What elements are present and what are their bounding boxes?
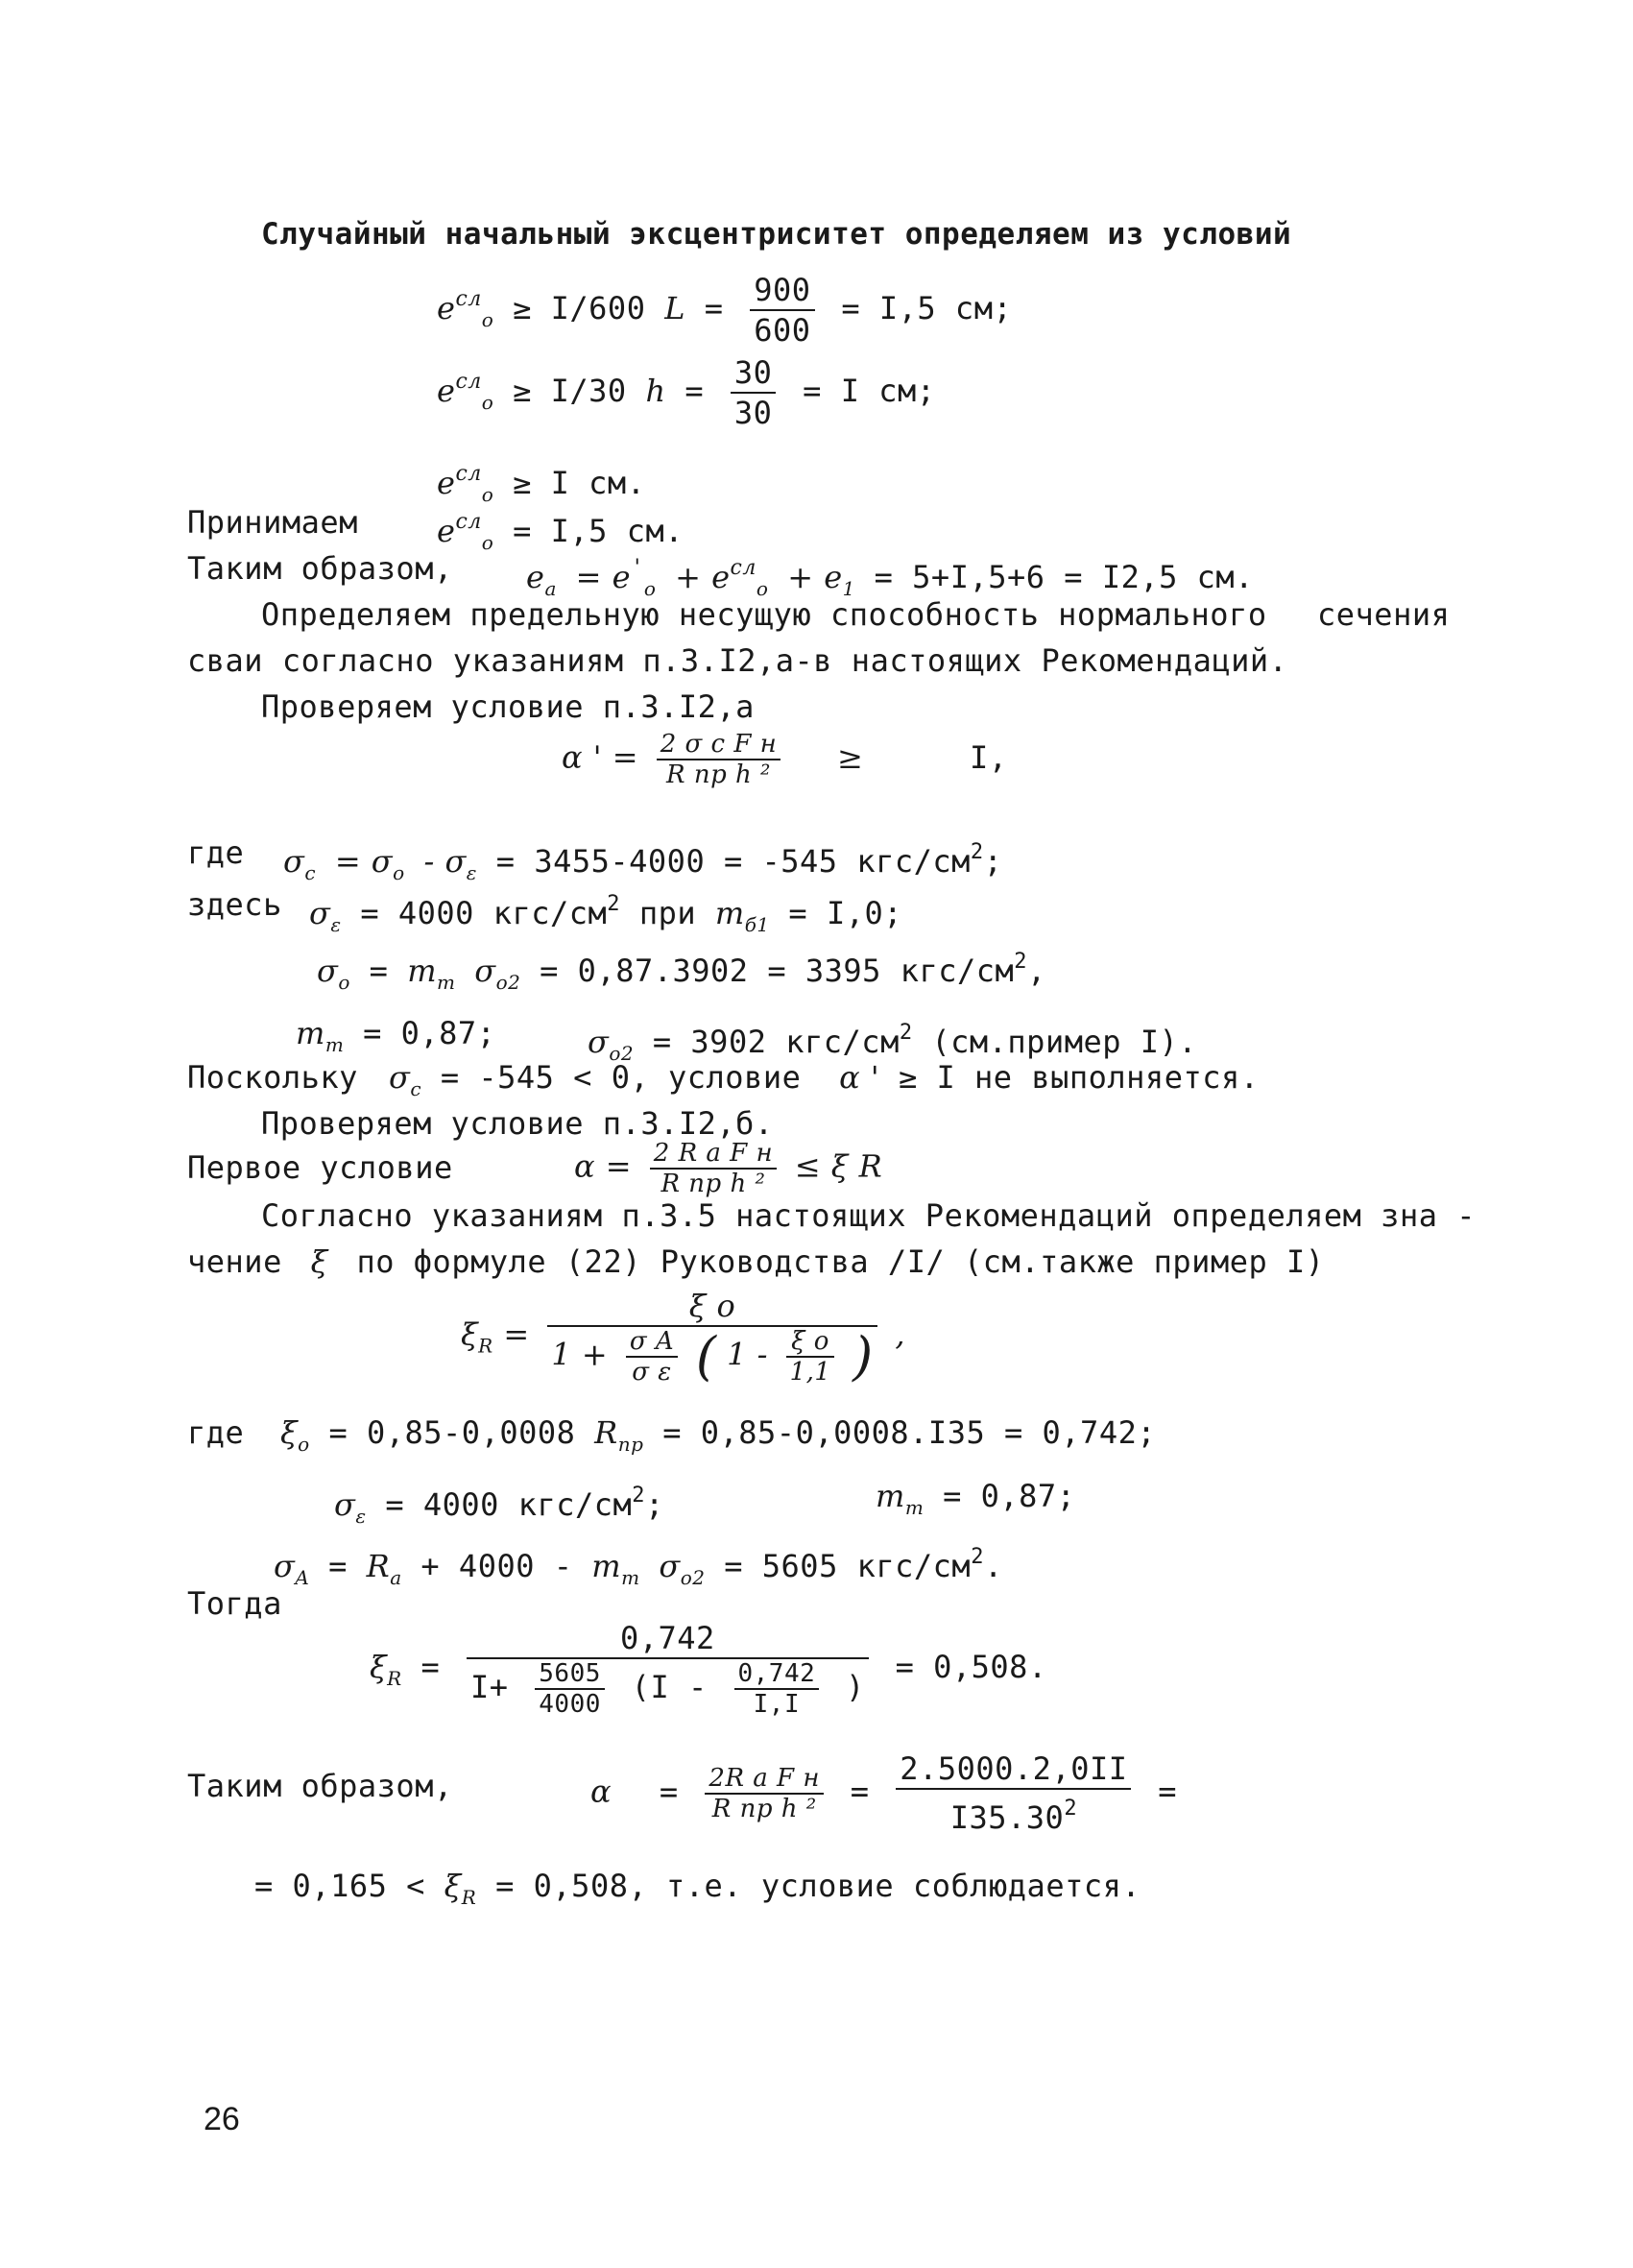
fraction: $\frac{900}{600}$ <box>750 271 814 350</box>
paragraph-line: Определяем предельную несущую способность нормального <box>261 596 1267 633</box>
formula-ecc-min: $e^{сл}_o \ge I$ см. <box>437 462 646 506</box>
fraction: $\frac{30}{30}$ <box>731 353 777 432</box>
paragraph-line: Проверяем условие п.3.I2,б. <box>261 1105 774 1142</box>
formula-xi-r-general: $\xi_R$ = ξ o 1 + $\frac{\text{σ A}}{\text{σ ε}}$ ( 1 - $\frac{\text{ξ o}}{1,1}$ ) , <box>461 1288 906 1387</box>
paragraph-line: Согласно указаниям п.3.5 настоящих Рекомендаций определяем зна - <box>261 1197 1476 1234</box>
paragraph-line: сваи согласно указаниям п.3.I2,а-в настоящих Рекомендаций. <box>187 642 1288 679</box>
first-condition-label: Первое условие <box>187 1149 453 1186</box>
formula-sigma-0: $\sigma_o = m_т$ $\sigma_{o2} = 0,87.3902 = 3395$ кгс/$см^2$, <box>317 950 1046 994</box>
formula-ecc-height: $e^{сл}_o \ge I/30$ h = $\frac{30}{30}$ = I см; <box>437 354 936 431</box>
since-formula: $\sigma_c = -545 < 0$, условие α ' ≥ I не выполняется. <box>389 1059 1260 1100</box>
fraction: $\frac{5605}{4000}$ <box>535 1659 605 1719</box>
fraction: $\frac{0,742}{I,I}$ <box>734 1659 820 1719</box>
fraction: ξ o 1 + $\frac{\text{σ A}}{\text{σ ε}}$ ( 1 - $\frac{\text{ξ o}}{1,1}$ ) <box>547 1287 877 1387</box>
fraction: $\frac{2.5000.2,0II}{I35.30^2}$ <box>896 1749 1131 1837</box>
formula-ecc-length: $e^{сл}_o \ge I/600$ L = $\frac{900}{600}$ = I,5 см; <box>437 272 1013 349</box>
formula-xi-0: $\xi_o = 0,85-0,0008$ $R_{пр} = 0,85-0,0008.I35 = 0,742$; <box>280 1414 1157 1456</box>
intro-line: Случайный начальный эксцентриситет определяем из условий <box>261 217 1292 252</box>
formula-xi-r-numeric: $\xi_R$ = 0,742 I+ $\frac{5605}{4000}$ (I - $\frac{0,742}{I,I}$ ) = 0,508. <box>370 1620 1047 1719</box>
formula-sigma-a: $\sigma_A = R_a + 4000 - m_т$ $\sigma_{o2} = 5605$ кгс/$см^2$. <box>274 1545 1003 1589</box>
fraction: 0,742 I+ $\frac{5605}{4000}$ (I - $\frac{0,742}{I,I}$ ) <box>467 1619 869 1719</box>
paragraph-line: чение ξ по формуле (22) Руководства /I/ (см.также пример I) <box>187 1243 1325 1280</box>
formula-sigma-c: $\sigma_c = \sigma_o - \sigma_\varepsilon = 3455-4000 = -545$ кгс/$см^2$; <box>283 840 1003 884</box>
fraction: $\frac{\text{σ A}}{\text{σ ε}}$ <box>626 1327 678 1387</box>
formula-alpha-numeric: α = $\frac{\text{2R a F н}}{\text{R пр h ²}}$ = $\frac{2.5000.2,0II}{I35.30^2}$ = <box>590 1750 1178 1836</box>
fraction: $\frac{\text{2 R a F н}}{\text{R пр h ²}}$ <box>650 1139 777 1198</box>
paragraph-line: сечения <box>1317 596 1451 633</box>
thus-label-1: Таким образом, <box>187 550 453 587</box>
formula-ea: $e_a = e'_o + e^{сл}_o + e_1 = 5+I,5+6 = I2,5$ см. <box>526 556 1254 600</box>
where-line-1: где <box>187 834 245 871</box>
formula-alpha-prime: α ' = $\frac{\text{2 σ c F н}}{\text{R пр h ²}}$ ≥ I, <box>562 730 1008 789</box>
formula-sigma-eps-2: $\sigma_\varepsilon = 4000$ кгс/$см^2$; <box>334 1484 664 1528</box>
fraction: $\frac{\text{2 σ c F н}}{\text{R пр h ²}}$ <box>657 730 781 789</box>
since-line: Поскольку <box>187 1059 358 1096</box>
formula-mt-sigma02: $m_т = 0,87$; <box>296 1015 496 1056</box>
formula-sigma-eps: $\sigma_\varepsilon = 4000$ кгс/$см^2$ при $m_{б1} = I,0$; <box>309 892 903 936</box>
paragraph-line: Проверяем условие п.3.I2,а <box>261 688 755 725</box>
accept-value: $e^{сл}_o = I,5$ см. <box>437 510 684 554</box>
accept-line: Принимаем <box>187 504 358 541</box>
where-line-2: где <box>187 1414 245 1451</box>
page-number: 26 <box>204 2101 240 2137</box>
formula-mt-2: $m_т = 0,87$; <box>876 1478 1076 1519</box>
formula-sigma02-value: $\sigma_{o2} = 3902$ кгс/$см^2$ (см.пример I). <box>588 1021 1198 1065</box>
here-line: здесь <box>187 886 282 923</box>
formula-alpha: α = $\frac{\text{2 R a F н}}{\text{R пр h ²}}$ ≤ ξ R <box>574 1139 883 1198</box>
thus-label-2: Таким образом, <box>187 1768 453 1804</box>
conclusion-line: = $0,165 < \xi_R = 0,508$, т.е. условие соблюдается. <box>254 1868 1141 1909</box>
fraction: $\frac{\text{2R a F н}}{\text{R пр h ²}}$ <box>705 1764 824 1823</box>
fraction: $\frac{\text{ξ o}}{1,1}$ <box>786 1327 835 1387</box>
then-label: Тогда <box>187 1585 282 1622</box>
